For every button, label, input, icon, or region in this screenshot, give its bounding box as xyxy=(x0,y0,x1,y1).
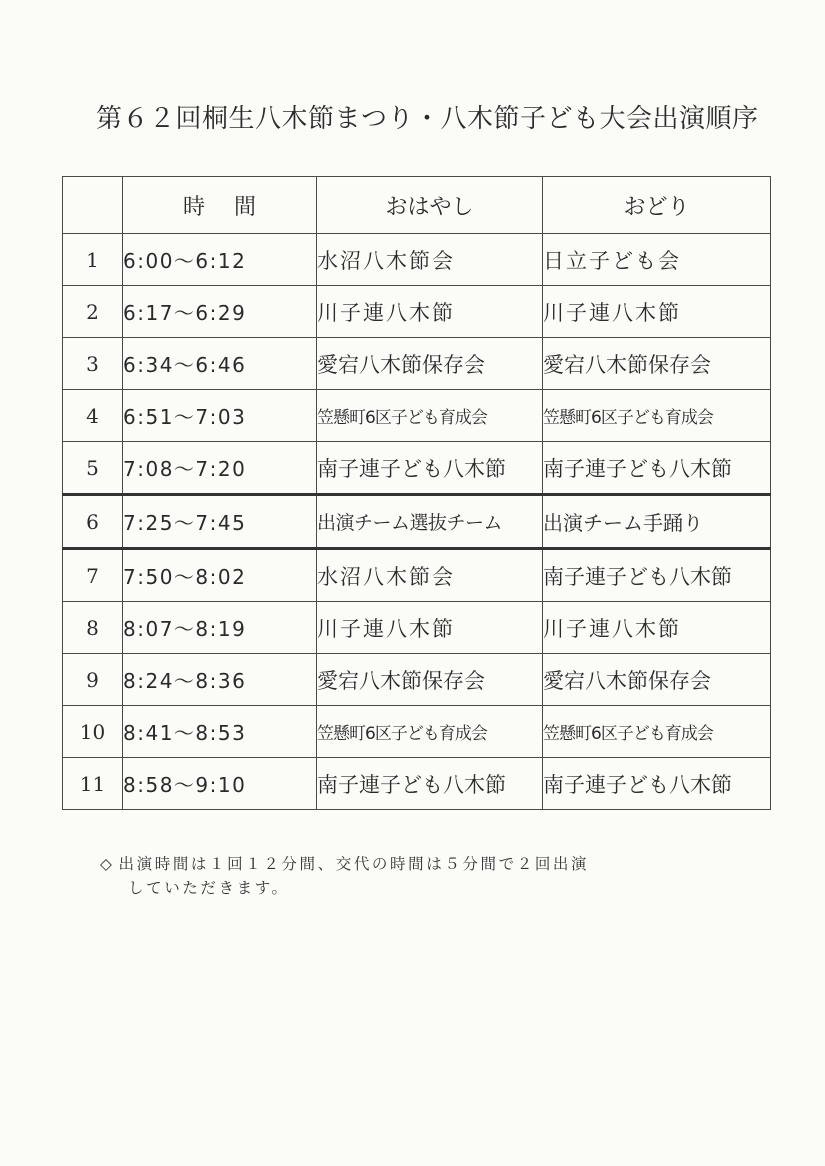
row-hayashi: 南子連子ども八木節 xyxy=(317,442,543,495)
footnote-text-1: 出演時間は１回１２分間、交代の時間は５分間で２回出演 xyxy=(118,855,590,873)
row-number: 6 xyxy=(63,495,123,549)
row-number: 11 xyxy=(63,758,123,810)
row-time: 7:50〜8:02 xyxy=(123,549,317,602)
row-odori: 川子連八木節 xyxy=(543,602,771,654)
table-row xyxy=(63,758,771,810)
row-time: 8:07〜8:19 xyxy=(123,602,317,654)
row-hayashi: 南子連子ども八木節 xyxy=(317,758,543,810)
row-hayashi: 笠懸町6区子ども育成会 xyxy=(317,390,543,442)
table-row xyxy=(63,286,771,338)
table-header-row xyxy=(63,177,771,234)
footnote-line-2: していただきます。 xyxy=(128,879,290,897)
table-row xyxy=(63,549,771,602)
table-row xyxy=(63,654,771,706)
row-time: 7:08〜7:20 xyxy=(123,442,317,495)
row-time: 6:51〜7:03 xyxy=(123,390,317,442)
table-row xyxy=(63,338,771,390)
row-odori: 笠懸町6区子ども育成会 xyxy=(543,706,771,758)
header-time: 時 間 xyxy=(123,177,317,234)
row-time: 6:00〜6:12 xyxy=(123,234,317,286)
table-row xyxy=(63,706,771,758)
row-time: 7:25〜7:45 xyxy=(123,495,317,549)
row-odori: 愛宕八木節保存会 xyxy=(543,654,771,706)
row-number: 2 xyxy=(63,286,123,338)
row-odori: 川子連八木節 xyxy=(543,286,771,338)
row-hayashi: 愛宕八木節保存会 xyxy=(317,654,543,706)
row-odori: 愛宕八木節保存会 xyxy=(543,338,771,390)
row-time: 8:41〜8:53 xyxy=(123,706,317,758)
header-hayashi: おはやし xyxy=(317,177,543,234)
row-odori: 南子連子ども八木節 xyxy=(543,758,771,810)
row-number: 10 xyxy=(63,706,123,758)
footnote-line-1 xyxy=(100,852,760,876)
row-time: 6:17〜6:29 xyxy=(123,286,317,338)
row-odori: 南子連子ども八木節 xyxy=(543,442,771,495)
table-row xyxy=(63,390,771,442)
row-odori: 日立子ども会 xyxy=(543,234,771,286)
footnote xyxy=(100,852,760,900)
row-number: 3 xyxy=(63,338,123,390)
row-odori: 笠懸町6区子ども育成会 xyxy=(543,390,771,442)
row-hayashi: 川子連八木節 xyxy=(317,286,543,338)
table-row xyxy=(63,495,771,549)
header-num xyxy=(63,177,123,234)
row-hayashi: 水沼八木節会 xyxy=(317,549,543,602)
row-number: 1 xyxy=(63,234,123,286)
table-row xyxy=(63,442,771,495)
table-row xyxy=(63,234,771,286)
row-hayashi: 水沼八木節会 xyxy=(317,234,543,286)
row-time: 6:34〜6:46 xyxy=(123,338,317,390)
row-number: 5 xyxy=(63,442,123,495)
row-number: 4 xyxy=(63,390,123,442)
row-hayashi: 愛宕八木節保存会 xyxy=(317,338,543,390)
row-number: 9 xyxy=(63,654,123,706)
header-odori: おどり xyxy=(543,177,771,234)
row-hayashi: 川子連八木節 xyxy=(317,602,543,654)
row-time: 8:24〜8:36 xyxy=(123,654,317,706)
document-title: 第６２回桐生八木節まつり・八木節子ども大会出演順序 xyxy=(96,104,759,134)
row-time: 8:58〜9:10 xyxy=(123,758,317,810)
row-odori: 出演チーム手踊り xyxy=(543,495,771,549)
table-row xyxy=(63,602,771,654)
row-hayashi: 出演チーム選抜チーム xyxy=(317,495,543,549)
schedule-table xyxy=(62,176,771,810)
row-number: 8 xyxy=(63,602,123,654)
row-hayashi: 笠懸町6区子ども育成会 xyxy=(317,706,543,758)
row-number: 7 xyxy=(63,549,123,602)
row-odori: 南子連子ども八木節 xyxy=(543,549,771,602)
diamond-bullet-icon: ◇ xyxy=(100,855,115,873)
